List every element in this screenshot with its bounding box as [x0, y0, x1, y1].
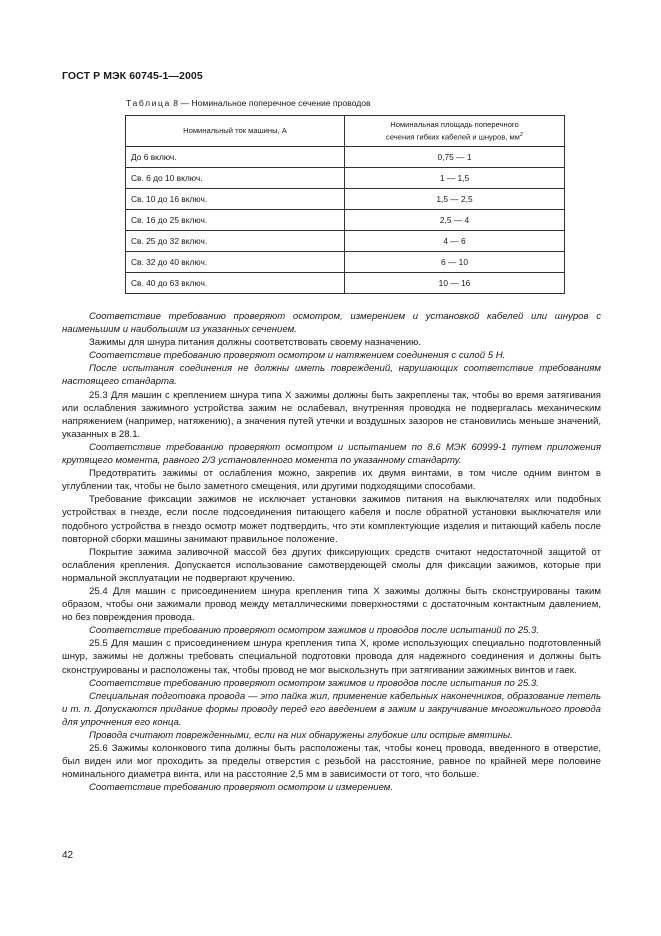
- paragraph-compliance-check: Соответствие требованию проверяют осмотром зажимов и проводов после испытания по 25.3.: [89, 677, 539, 689]
- paragraph: Специальная подготовка провода — это пайка жил, применение кабельных наконечников, образование петель и т. п. Допускаются придание формы проводу перед его введением в зажим и закручивание многожильного провода для упрочнения его конца.: [62, 690, 601, 728]
- paragraph: Зажимы для шнура питания должны соответствовать своему назначению.: [89, 337, 421, 349]
- cell-area: 0,75 — 1: [345, 147, 565, 168]
- column-header-area: [345, 116, 565, 147]
- cell-area: 1 — 1,5: [345, 168, 565, 189]
- document-header: ГОСТ Р МЭК 60745-1—2005: [62, 70, 203, 82]
- table-caption-word: Таблица: [126, 98, 171, 108]
- table-row: [126, 147, 565, 168]
- cell-area: 10 — 16: [345, 273, 565, 294]
- paragraph: После испытания соединения не должны иметь повреждений, нарушающих соответствие требованиям настоящего стандарта.: [62, 363, 601, 388]
- cell-current: Св. 40 до 63 включ.: [126, 273, 345, 294]
- paragraph: Покрытие зажима заливочной массой без других фиксирующих средств считают недостаточной защитой от ослабления крепления. Допускается использование самотвердеющей смолы для фиксации зажимов, которые при нормальной эксплуатации не подвергают кручению.: [62, 546, 601, 584]
- paragraph-compliance-check: Соответствие требованию проверяют осмотром и натяжением соединения с силой 5 Н.: [89, 350, 506, 362]
- clause-25-6: 25.6 Зажимы колонкового типа должны быть расположены так, чтобы конец провода, введенного в отверстие, был виден или мог проходить за пределы отверстия с резьбой на расстояние, равное по крайней мере половине номинального диаметра винта, или на расстояние 2,5 мм в зависимости от того, что больше.: [62, 743, 601, 781]
- column-header-current: Номинальный ток машины, А: [126, 116, 345, 147]
- page-number: 42: [62, 850, 74, 861]
- paragraph-compliance-check: Соответствие требованию проверяют осмотром и измерением.: [89, 782, 394, 794]
- cell-current: Св. 32 до 40 включ.: [126, 252, 345, 273]
- cell-current: Св. 16 до 25 включ.: [126, 210, 345, 231]
- table-row: [126, 189, 565, 210]
- paragraph: Провода считают поврежденными, если на них обнаружены глубокие или острые вмятины.: [89, 730, 513, 741]
- cell-current: Св. 25 до 32 включ.: [126, 231, 345, 252]
- clause-25-4: 25.4 Для машин с присоединением шнура крепления типа X зажимы должны быть сконструированы таким образом, чтобы они зажимали провод между металлическими поверхностями с достаточным контактным давлением, но без повреждения провода.: [62, 585, 601, 624]
- column-header-area-line2: сечения гибких кабелей и шнуров, мм: [386, 132, 520, 142]
- document-body: [62, 310, 601, 794]
- cell-current: До 6 включ.: [126, 147, 345, 168]
- cell-current: Св. 6 до 10 включ.: [126, 168, 345, 189]
- paragraph-compliance-check: Соответствие требованию проверяют осмотром, измерением и установкой кабелей или шнуров с наименьшим и наибольшим из указанных сечением.: [62, 311, 601, 336]
- table-row: [126, 252, 565, 273]
- cell-area: 2,5 — 4: [345, 210, 565, 231]
- table-caption-text: 8 — Номинальное поперечное сечение проводов: [173, 98, 371, 108]
- table-row: [126, 273, 565, 294]
- paragraph-compliance-check: Соответствие требованию проверяют осмотром зажимов и проводов после испытаний по 25.3.: [89, 625, 540, 637]
- column-header-area-sup: 2: [519, 131, 523, 138]
- cell-current: Св. 10 до 16 включ.: [126, 189, 345, 210]
- paragraph: Требование фиксации зажимов не исключает установки зажимов питания на выключателях или подобных устройствах в гнезде, если после подсоединения питающего кабеля и после обратной установки выключателя или подобного устройства в гнездо осмотр может подтвердить, что эти комплектующие изделия и питающий кабель после повторной сборки машины занимают правильное положение.: [62, 494, 601, 545]
- paragraph: Предотвратить зажимы от ослабления можно, закрепив их двумя винтами, в том числе одним винтом в углублении так, чтобы не было заметного смещения, или другими подходящими способами.: [62, 468, 601, 493]
- cell-area: 1,5 — 2,5: [345, 189, 565, 210]
- table-row: [126, 168, 565, 189]
- wire-section-table: [125, 115, 565, 294]
- column-header-area-line1: Номинальная площадь поперечного: [390, 119, 519, 129]
- clause-25-5: 25.5 Для машин с присоединением шнура крепления типа X, кроме использующих специально подготовленный шнур, зажимы не должны требовать специальной подготовки провода для надежного соединения и должны быть сконструированы и расположены так, чтобы провод не мог выскользнуть при затягивании зажимных винтов и гаек.: [62, 638, 601, 676]
- table-caption: [126, 98, 371, 108]
- table-row: [126, 231, 565, 252]
- cell-area: 4 — 6: [345, 231, 565, 252]
- cell-area: 6 — 10: [345, 252, 565, 273]
- clause-25-3: 25.3 Для машин с креплением шнура типа X зажимы должны быть закреплены так, чтобы во время затягивания или ослабления зажимного устройства зажим не ослабевал, внутренняя проводка не подвергалась механическим напряжением (например, натяжению), а значения путей утечки и воздушных зазоров не становились меньше значений, указанных в 28.1.: [62, 389, 601, 440]
- table-row: [126, 210, 565, 231]
- table-header-row: [126, 116, 565, 147]
- paragraph-compliance-check: Соответствие требованию проверяют осмотром и испытанием по 8.6 МЭК 60999-1 путем приложения крутящего момента, равного 2/3 установленного момента по указанному стандарту.: [62, 441, 601, 467]
